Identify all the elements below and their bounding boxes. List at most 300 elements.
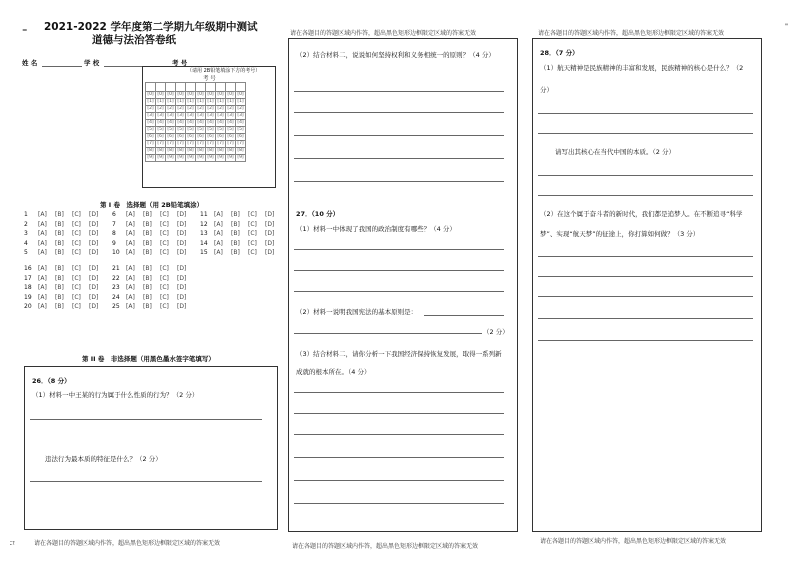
q28-part2: 请写出其核心在当代中国的本质。（2 分） xyxy=(555,148,675,156)
mc-option-bubble[interactable]: [C] xyxy=(160,293,169,301)
exam-no-bubble[interactable]: [3] xyxy=(197,113,204,118)
mc-option-bubble[interactable]: [A] xyxy=(126,211,135,218)
mc-option-bubble[interactable]: [D] xyxy=(177,239,187,247)
mc-question-row xyxy=(112,211,194,218)
exam-no-bubble[interactable]: [7] xyxy=(167,141,174,146)
section2-title: 第 II 卷 非选择题（用黑色墨水签字笔填写） xyxy=(82,355,215,363)
mc-option-bubble[interactable]: [D] xyxy=(89,293,99,301)
mc-question-number: 22 xyxy=(112,274,120,282)
q26-p3-line-2[interactable] xyxy=(294,112,504,113)
mc-option-bubble[interactable]: [B] xyxy=(55,303,64,310)
exam-no-bubble[interactable]: [8] xyxy=(147,148,154,153)
mc-option-bubble[interactable]: [A] xyxy=(126,293,135,301)
q27-p3-line-3[interactable] xyxy=(294,434,504,435)
q27-p3-line-1[interactable] xyxy=(294,392,504,393)
exam-no-bubble[interactable]: [4] xyxy=(207,120,214,125)
exam-no-bubble[interactable]: [2] xyxy=(207,106,214,111)
exam-no-bubble[interactable]: [2] xyxy=(177,106,184,111)
mc-option-bubble[interactable]: [C] xyxy=(72,230,81,237)
q28-header: 28．（7 分） xyxy=(540,49,579,57)
mc-option-bubble[interactable]: [D] xyxy=(177,265,187,272)
mc-question-number: 20 xyxy=(24,303,32,310)
exam-no-bubble[interactable]: [8] xyxy=(237,148,244,153)
mc-question-number: 15 xyxy=(200,249,208,256)
mc-question-row xyxy=(112,284,194,291)
exam-no-bubble[interactable]: [6] xyxy=(187,134,194,139)
q26-answer-line-2[interactable] xyxy=(30,481,262,482)
q26-answer-line-1[interactable] xyxy=(30,419,262,420)
exam-no-bubble[interactable]: [2] xyxy=(237,106,244,111)
q26-p3-line-5[interactable] xyxy=(294,181,504,182)
mc-option-bubble[interactable]: [A] xyxy=(126,239,135,247)
mc-option-bubble[interactable]: [D] xyxy=(265,239,275,247)
mc-option-bubble[interactable]: [B] xyxy=(143,293,152,301)
exam-title: 2021-2022 学年度第二学期九年级期中测试 xyxy=(44,21,258,33)
mc-option-bubble[interactable]: [D] xyxy=(177,211,187,218)
mc-question-number: 19 xyxy=(24,293,32,301)
mc-option-bubble[interactable]: [A] xyxy=(214,239,223,247)
exam-no-bubble[interactable]: [2] xyxy=(217,106,224,111)
mc-option-bubble[interactable]: [B] xyxy=(143,284,152,291)
mc-option-bubble[interactable]: [A] xyxy=(38,230,47,237)
mc-option-bubble[interactable]: [D] xyxy=(177,274,187,282)
exam-no-table[interactable] xyxy=(145,82,246,162)
q27-part3a: （3）结合材料二，请你分析一下我国经济保持恢复发展，取得一系列新 xyxy=(296,350,502,358)
mc-option-bubble[interactable]: [A] xyxy=(126,230,135,237)
exam-no-bubble[interactable]: [1] xyxy=(167,99,174,104)
mc-question-row xyxy=(24,240,106,247)
exam-no-bubble[interactable]: [9] xyxy=(177,155,184,160)
mc-option-bubble[interactable]: [C] xyxy=(72,220,81,228)
mc-option-bubble[interactable]: [A] xyxy=(38,239,47,247)
mc-option-bubble[interactable]: [D] xyxy=(89,230,99,237)
q27-p3-line-6[interactable] xyxy=(294,503,504,504)
mc-question-number: 3 xyxy=(24,230,28,237)
q28-p3-line-2[interactable] xyxy=(538,276,753,277)
exam-no-bubble[interactable]: [3] xyxy=(177,113,184,118)
exam-no-bubble[interactable]: [3] xyxy=(157,113,164,118)
exam-no-hint: （请用 2B铅笔填涂下方的考号） xyxy=(187,68,261,74)
exam-no-bubble[interactable]: [1] xyxy=(177,99,184,104)
mc-option-bubble[interactable]: [C] xyxy=(72,303,81,310)
mc-option-bubble[interactable]: [A] xyxy=(126,249,135,256)
exam-no-bubble[interactable]: [0] xyxy=(177,92,184,97)
mc-question-row xyxy=(112,294,194,301)
q26-header: 26．（8 分） xyxy=(32,377,71,385)
mc-question-row xyxy=(200,221,282,228)
mc-option-bubble[interactable]: [B] xyxy=(143,211,152,218)
school-label: 学 校 xyxy=(84,59,100,67)
mc-question-number: 24 xyxy=(112,293,120,301)
mc-option-bubble[interactable]: [B] xyxy=(55,274,64,282)
exam-no-grid[interactable] xyxy=(145,82,246,162)
mc-question-row xyxy=(112,240,194,247)
exam-no-bubble[interactable]: [3] xyxy=(167,113,174,118)
exam-no-bubble[interactable]: [8] xyxy=(187,148,194,153)
mc-question-row xyxy=(112,265,194,272)
exam-no-bubble[interactable]: [6] xyxy=(147,134,154,139)
q28-p3-line-3[interactable] xyxy=(538,296,753,297)
exam-no-bubble[interactable]: [0] xyxy=(217,92,224,97)
mc-question-row xyxy=(200,240,282,247)
mc-question-row xyxy=(200,211,282,218)
exam-no-bubble[interactable]: [9] xyxy=(227,155,234,160)
mc-question-row xyxy=(112,249,194,256)
notice-col3-bottom: 请在各题目的答题区域内作答，超出黑色矩形边框限定区域的答案无效 xyxy=(540,538,727,545)
exam-no-digit-cell[interactable] xyxy=(176,83,186,92)
grid-title: 考 号 xyxy=(203,76,216,82)
exam-no-bubble[interactable]: [7] xyxy=(237,141,244,146)
mc-option-bubble[interactable]: [A] xyxy=(126,274,135,282)
mc-option-bubble[interactable]: [B] xyxy=(231,239,240,247)
exam-no-bubble[interactable]: [9] xyxy=(167,155,174,160)
exam-no-bubble[interactable]: [3] xyxy=(207,113,214,118)
exam-no-bubble[interactable]: [0] xyxy=(157,92,164,97)
exam-no-digit-cell[interactable] xyxy=(226,83,236,92)
mc-question-row xyxy=(24,211,106,218)
mc-option-bubble[interactable]: [C] xyxy=(72,239,81,247)
exam-no-bubble[interactable]: [5] xyxy=(187,127,194,132)
mc-answer-area[interactable] xyxy=(24,211,274,311)
mc-option-bubble[interactable]: [D] xyxy=(89,249,99,256)
exam-no-bubble[interactable]: [4] xyxy=(177,120,184,125)
mc-option-bubble[interactable]: [D] xyxy=(265,211,275,218)
mc-option-bubble[interactable]: [B] xyxy=(55,230,64,237)
mc-option-bubble[interactable]: [A] xyxy=(38,211,47,218)
mc-option-bubble[interactable]: [B] xyxy=(55,249,64,256)
mc-option-bubble[interactable]: [B] xyxy=(55,293,64,301)
exam-no-bubble[interactable]: [2] xyxy=(187,106,194,111)
mc-option-bubble[interactable]: [B] xyxy=(231,211,240,218)
exam-no-bubble[interactable]: [1] xyxy=(187,99,194,104)
exam-no-bubble[interactable]: [1] xyxy=(197,99,204,104)
mc-option-bubble[interactable]: [C] xyxy=(160,220,169,228)
q27-p3-line-2[interactable] xyxy=(294,413,504,414)
exam-no-bubble[interactable]: [1] xyxy=(237,99,244,104)
exam-no-bubble[interactable]: [7] xyxy=(157,141,164,146)
mc-option-bubble[interactable]: [A] xyxy=(214,249,223,256)
exam-no-bubble[interactable]: [6] xyxy=(207,134,214,139)
mc-option-bubble[interactable]: [D] xyxy=(89,265,99,272)
mc-question-number: 16 xyxy=(24,265,32,272)
exam-no-bubble[interactable]: [5] xyxy=(207,127,214,132)
mc-question-row xyxy=(24,294,106,301)
mc-question-row xyxy=(24,249,106,256)
mc-option-bubble[interactable]: [A] xyxy=(38,220,47,228)
q27-p3-line-5[interactable] xyxy=(294,480,504,481)
q28-p1-line-2[interactable] xyxy=(538,133,753,134)
exam-no-bubble[interactable]: [7] xyxy=(217,141,224,146)
mc-option-bubble[interactable]: [B] xyxy=(143,303,152,310)
mc-option-bubble[interactable]: [D] xyxy=(89,211,99,218)
exam-no-bubble[interactable]: [5] xyxy=(157,127,164,132)
exam-no-bubble[interactable]: [2] xyxy=(227,106,234,111)
exam-no-bubble[interactable]: [8] xyxy=(217,148,224,153)
exam-no-digit-cell[interactable] xyxy=(186,83,196,92)
exam-no-bubble[interactable]: [9] xyxy=(207,155,214,160)
col2-box xyxy=(288,38,518,532)
q27-part2-score: （2 分） xyxy=(483,328,509,336)
exam-no-bubble[interactable]: [6] xyxy=(197,134,204,139)
mc-option-bubble[interactable]: [C] xyxy=(72,274,81,282)
exam-no-label: 考 号 xyxy=(172,59,188,67)
exam-no-bubble[interactable]: [4] xyxy=(217,120,224,125)
mc-option-bubble[interactable]: [C] xyxy=(160,274,169,282)
mc-option-bubble[interactable]: [A] xyxy=(214,220,223,228)
exam-no-bubble[interactable]: [9] xyxy=(237,155,244,160)
mc-option-bubble[interactable]: [A] xyxy=(126,265,135,272)
mc-option-bubble[interactable]: [B] xyxy=(143,230,152,237)
exam-no-bubble[interactable]: [4] xyxy=(227,120,234,125)
exam-no-bubble[interactable]: [1] xyxy=(147,99,154,104)
exam-no-bubble[interactable]: [6] xyxy=(237,134,244,139)
mc-option-bubble[interactable]: [A] xyxy=(38,293,47,301)
exam-no-bubble[interactable]: [3] xyxy=(237,113,244,118)
mc-option-bubble[interactable]: [A] xyxy=(38,265,47,272)
exam-no-bubble[interactable]: [7] xyxy=(147,141,154,146)
q28-part3b: 梦”、实现“航天梦”的征途上，你打算如何做？（3 分） xyxy=(540,230,700,238)
q27-header: 27．（10 分） xyxy=(296,210,340,218)
q28-p3-line-1[interactable] xyxy=(538,256,753,257)
q27-p1-line-1[interactable] xyxy=(294,249,504,250)
mc-option-bubble[interactable]: [D] xyxy=(177,284,187,291)
exam-no-bubble[interactable]: [3] xyxy=(147,113,154,118)
exam-no-bubble[interactable]: [2] xyxy=(167,106,174,111)
exam-no-bubble[interactable]: [7] xyxy=(177,141,184,146)
exam-no-bubble[interactable]: [4] xyxy=(237,120,244,125)
exam-no-bubble[interactable]: [4] xyxy=(147,120,154,125)
exam-no-bubble[interactable]: [1] xyxy=(217,99,224,104)
mc-option-bubble[interactable]: [A] xyxy=(38,284,47,291)
exam-no-bubble[interactable]: [0] xyxy=(207,92,214,97)
mc-option-bubble[interactable]: [D] xyxy=(177,230,187,237)
exam-no-bubble[interactable]: [6] xyxy=(217,134,224,139)
exam-subtitle: 道德与法治答卷纸 xyxy=(92,34,176,46)
mc-option-bubble[interactable]: [D] xyxy=(89,284,99,291)
mc-option-bubble[interactable]: [D] xyxy=(265,230,275,237)
exam-no-bubble[interactable]: [0] xyxy=(147,92,154,97)
notice-col1: 请在各题目的答题区域内作答，超出黑色矩形边框限定区域的答案无效 xyxy=(34,540,221,547)
exam-no-bubble[interactable]: [1] xyxy=(207,99,214,104)
mc-option-bubble[interactable]: [C] xyxy=(72,265,81,272)
mc-option-bubble[interactable]: [A] xyxy=(38,303,47,310)
exam-no-bubble[interactable]: [5] xyxy=(167,127,174,132)
mc-question-row xyxy=(24,265,106,272)
mc-option-bubble[interactable]: [B] xyxy=(143,220,152,228)
exam-no-digit-cell[interactable] xyxy=(166,83,176,92)
mc-option-bubble[interactable]: [C] xyxy=(160,211,169,218)
mc-option-bubble[interactable]: [B] xyxy=(143,274,152,282)
mc-option-bubble[interactable]: [B] xyxy=(143,249,152,256)
mc-option-bubble[interactable]: [D] xyxy=(177,249,187,256)
mc-option-bubble[interactable]: [C] xyxy=(72,284,81,291)
mc-option-bubble[interactable]: [B] xyxy=(143,239,152,247)
mc-option-bubble[interactable]: [D] xyxy=(177,220,187,228)
exam-no-bubble[interactable]: [9] xyxy=(147,155,154,160)
mc-question-number: 12 xyxy=(200,220,208,228)
section1-title: 第 I 卷 选择题（用 2B铅笔填涂） xyxy=(100,201,204,209)
exam-no-bubble[interactable]: [0] xyxy=(187,92,194,97)
exam-no-bubble[interactable]: [6] xyxy=(157,134,164,139)
q28-part3a: （2）在这个属于奋斗者的新时代，我们都是追梦人。在不断追寻“科学 xyxy=(540,210,743,218)
mc-option-bubble[interactable]: [B] xyxy=(143,265,152,272)
mc-option-bubble[interactable]: [C] xyxy=(248,211,257,218)
q28-p2-line-2[interactable] xyxy=(538,195,753,196)
exam-no-bubble[interactable]: [3] xyxy=(217,113,224,118)
exam-no-bubble[interactable]: [5] xyxy=(147,127,154,132)
mc-option-bubble[interactable]: [D] xyxy=(89,239,99,247)
notice-col3-top: 请在各题目的答题区域内作答，超出黑色矩形边框限定区域的答案无效 xyxy=(538,30,725,37)
q27-p2-line-b[interactable] xyxy=(294,333,482,334)
mc-option-bubble[interactable]: [C] xyxy=(248,239,257,247)
mc-question-number: 5 xyxy=(24,249,28,256)
exam-no-bubble[interactable]: [7] xyxy=(207,141,214,146)
exam-no-bubble[interactable]: [4] xyxy=(157,120,164,125)
exam-no-bubble[interactable]: [0] xyxy=(237,92,244,97)
mc-option-bubble[interactable]: [C] xyxy=(160,239,169,247)
exam-no-digit-cell[interactable] xyxy=(216,83,226,92)
q27-part1: （1）材料一中体现了我国的政治制度有哪些？（4 分） xyxy=(296,225,456,233)
exam-no-bubble[interactable]: [9] xyxy=(187,155,194,160)
exam-no-bubble[interactable]: [9] xyxy=(217,155,224,160)
exam-no-bubble[interactable]: [8] xyxy=(197,148,204,153)
margin-mark-top: = xyxy=(22,26,28,34)
mc-option-bubble[interactable]: [A] xyxy=(126,284,135,291)
exam-no-bubble[interactable]: [9] xyxy=(197,155,204,160)
q27-p2-line-a[interactable] xyxy=(424,315,504,316)
mc-option-bubble[interactable]: [B] xyxy=(55,220,64,228)
exam-no-digit-cell[interactable] xyxy=(156,83,166,92)
mc-option-bubble[interactable]: [D] xyxy=(89,274,99,282)
exam-no-grid-box xyxy=(142,66,276,188)
exam-no-bubble[interactable]: [1] xyxy=(227,99,234,104)
exam-no-bubble[interactable]: [0] xyxy=(197,92,204,97)
mc-option-bubble[interactable]: [D] xyxy=(177,303,187,310)
mc-option-bubble[interactable]: [B] xyxy=(55,284,64,291)
mc-option-bubble[interactable]: [B] xyxy=(231,230,240,237)
q28-p1-line-1[interactable] xyxy=(538,113,753,114)
exam-no-bubble[interactable]: [6] xyxy=(227,134,234,139)
mc-option-bubble[interactable]: [D] xyxy=(177,293,187,301)
mc-option-bubble[interactable]: [A] xyxy=(38,249,47,256)
mc-question-number: 10 xyxy=(112,249,120,256)
exam-no-bubble[interactable]: [9] xyxy=(157,155,164,160)
q27-p3-line-4[interactable] xyxy=(294,457,504,458)
exam-no-bubble[interactable]: [6] xyxy=(177,134,184,139)
exam-no-bubble[interactable]: [6] xyxy=(167,134,174,139)
exam-no-bubble[interactable]: [1] xyxy=(157,99,164,104)
mc-question-row xyxy=(24,221,106,228)
exam-no-bubble[interactable]: [5] xyxy=(197,127,204,132)
mc-question-number: 8 xyxy=(112,230,116,237)
exam-no-bubble[interactable]: [8] xyxy=(167,148,174,153)
exam-no-digit-cell[interactable] xyxy=(206,83,216,92)
exam-no-bubble[interactable]: [5] xyxy=(177,127,184,132)
mc-option-bubble[interactable]: [C] xyxy=(72,293,81,301)
mc-option-bubble[interactable]: [A] xyxy=(126,220,135,228)
exam-no-bubble[interactable]: [4] xyxy=(187,120,194,125)
mc-option-bubble[interactable]: [C] xyxy=(160,230,169,237)
exam-no-bubble[interactable]: [7] xyxy=(227,141,234,146)
exam-no-bubble[interactable]: [0] xyxy=(227,92,234,97)
mc-option-bubble[interactable]: [C] xyxy=(160,265,169,272)
mc-question-number: 6 xyxy=(112,211,116,218)
mc-option-bubble[interactable]: [C] xyxy=(160,249,169,256)
mc-option-bubble[interactable]: [C] xyxy=(248,230,257,237)
mc-question-number: 4 xyxy=(24,239,28,247)
exam-no-bubble[interactable]: [4] xyxy=(167,120,174,125)
exam-no-bubble[interactable]: [8] xyxy=(207,148,214,153)
mc-question-row xyxy=(24,303,106,310)
mc-question-number: 7 xyxy=(112,220,116,228)
margin-mark-bottom: コ xyxy=(9,539,16,547)
mc-option-bubble[interactable]: [A] xyxy=(38,274,47,282)
exam-no-bubble[interactable]: [2] xyxy=(147,106,154,111)
mc-option-bubble[interactable]: [B] xyxy=(231,249,240,256)
mc-question-row xyxy=(112,221,194,228)
q26-p3-line-3[interactable] xyxy=(294,135,504,136)
mc-option-bubble[interactable]: [C] xyxy=(72,211,81,218)
exam-no-bubble[interactable]: [5] xyxy=(227,127,234,132)
q28-p2-line-1[interactable] xyxy=(538,175,753,176)
name-line[interactable] xyxy=(42,66,82,67)
exam-no-bubble[interactable]: [5] xyxy=(217,127,224,132)
q28-p3-line-5[interactable] xyxy=(538,340,753,341)
mc-option-bubble[interactable]: [C] xyxy=(248,249,257,256)
exam-no-bubble[interactable]: [2] xyxy=(197,106,204,111)
q27-p1-line-3[interactable] xyxy=(294,291,504,292)
mc-question-number: 9 xyxy=(112,239,116,247)
mc-option-bubble[interactable]: [C] xyxy=(72,249,81,256)
exam-no-bubble[interactable]: [8] xyxy=(157,148,164,153)
exam-no-digit-cell[interactable] xyxy=(236,83,246,92)
mc-option-bubble[interactable]: [C] xyxy=(160,303,169,310)
exam-no-bubble[interactable]: [3] xyxy=(227,113,234,118)
mc-option-bubble[interactable]: [A] xyxy=(214,230,223,237)
exam-no-bubble[interactable]: [0] xyxy=(167,92,174,97)
exam-no-digit-cell[interactable] xyxy=(196,83,206,92)
exam-no-bubble[interactable]: [5] xyxy=(237,127,244,132)
mc-option-bubble[interactable]: [A] xyxy=(126,303,135,310)
mc-option-bubble[interactable]: [D] xyxy=(265,220,275,228)
exam-no-bubble[interactable]: [7] xyxy=(187,141,194,146)
mc-option-bubble[interactable]: [B] xyxy=(55,211,64,218)
mc-question-row xyxy=(200,249,282,256)
exam-no-bubble[interactable]: [8] xyxy=(227,148,234,153)
exam-no-bubble[interactable]: [4] xyxy=(197,120,204,125)
mc-option-bubble[interactable]: [B] xyxy=(55,265,64,272)
q26-p3-line-1[interactable] xyxy=(294,91,504,92)
exam-no-bubble[interactable]: [7] xyxy=(197,141,204,146)
mc-option-bubble[interactable]: [B] xyxy=(55,239,64,247)
exam-no-bubble[interactable]: [8] xyxy=(177,148,184,153)
mc-option-bubble[interactable]: [D] xyxy=(265,249,275,256)
mc-option-bubble[interactable]: [C] xyxy=(248,220,257,228)
mc-option-bubble[interactable]: [D] xyxy=(89,303,99,310)
mc-option-bubble[interactable]: [B] xyxy=(231,220,240,228)
exam-no-bubble[interactable]: [3] xyxy=(187,113,194,118)
mc-option-bubble[interactable]: [C] xyxy=(160,284,169,291)
mc-option-bubble[interactable]: [A] xyxy=(214,211,223,218)
mc-option-bubble[interactable]: [D] xyxy=(89,220,99,228)
q27-p1-line-2[interactable] xyxy=(294,270,504,271)
q26-p3-line-4[interactable] xyxy=(294,158,504,159)
exam-no-bubble[interactable]: [2] xyxy=(157,106,164,111)
mc-question-row xyxy=(112,275,194,282)
exam-no-digit-cell[interactable] xyxy=(146,83,156,92)
q28-p3-line-4[interactable] xyxy=(538,318,753,319)
notice-col2-bottom: 请在各题目的答题区域内作答，超出黑色矩形边框限定区域的答案无效 xyxy=(292,543,479,550)
